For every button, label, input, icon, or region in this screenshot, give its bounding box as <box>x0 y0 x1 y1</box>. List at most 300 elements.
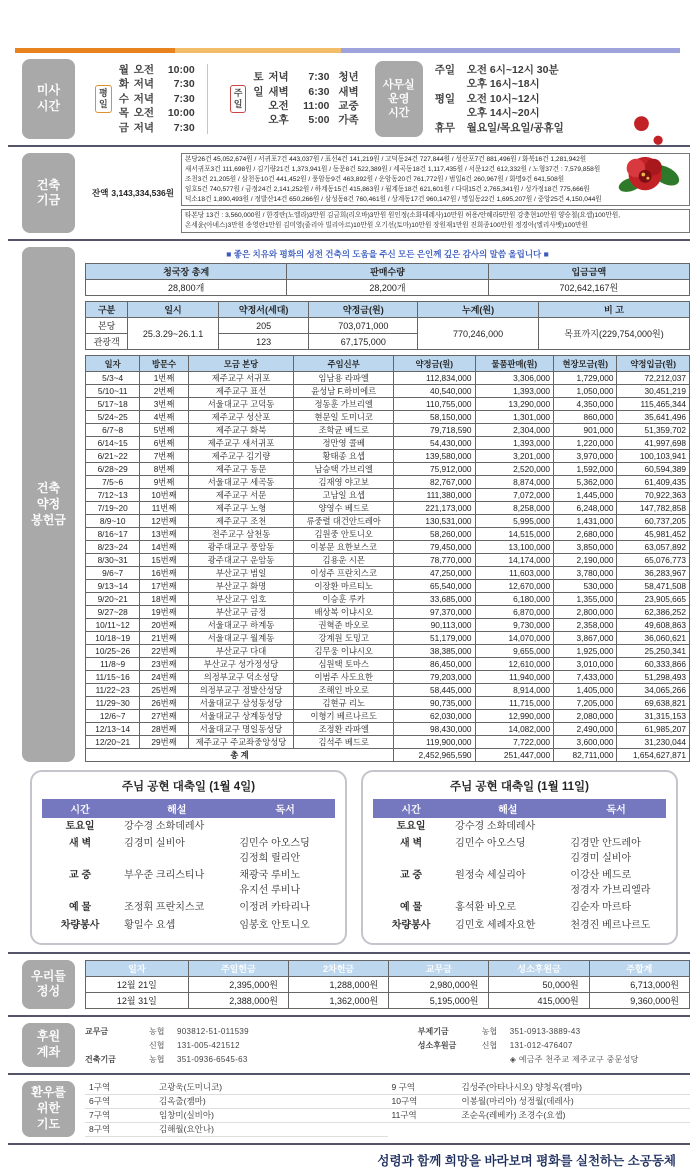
section-label-pledge-offerings <box>22 247 75 762</box>
column-header: 해설 <box>498 805 518 817</box>
epiphany-reader: 이정려 카타리나 <box>239 902 310 914</box>
donation-accounts-section <box>0 1020 700 1070</box>
table-cell: 1,431,000 <box>554 515 617 528</box>
table-cell: 90,113,000 <box>394 619 476 632</box>
table-cell: 서울대교구 월계동 <box>188 632 294 645</box>
account-row <box>85 1039 418 1053</box>
column-header: 주임신부 <box>294 356 394 372</box>
table-cell: 조해인 바오로 <box>294 684 394 697</box>
table-cell: 36,283,967 <box>617 567 690 580</box>
table-cell: 31,315,153 <box>617 710 690 723</box>
column-header: 청국장 총계 <box>86 264 287 280</box>
table-cell: 11,715,000 <box>475 697 554 710</box>
office-day-type <box>435 77 467 91</box>
table-cell: 770,246,000 <box>418 318 539 350</box>
account-row <box>418 1025 690 1039</box>
table-cell: 8/9~10 <box>86 515 140 528</box>
table-cell: 15번째 <box>140 554 188 567</box>
total-cell: 2,452,965,590 <box>394 749 476 762</box>
weekday-mass-group <box>95 63 195 135</box>
table-row <box>86 671 690 684</box>
mass-times-content <box>85 59 690 139</box>
table-cell: 16번째 <box>140 567 188 580</box>
table-row <box>86 318 690 334</box>
table-cell: 14,174,000 <box>475 554 554 567</box>
table-cell: 서울대교구 고덕동 <box>188 398 294 411</box>
table-cell: 9/6~7 <box>86 567 140 580</box>
label-line: 봉헌금 <box>31 512 66 527</box>
sunday-tag <box>230 85 247 113</box>
label-line: 미사 <box>36 83 61 98</box>
epiphany-time: 차량봉사 <box>391 919 431 931</box>
table-cell: 6,870,000 <box>475 606 554 619</box>
epiphany-reader: 채광국 루비노 <box>239 870 301 882</box>
epiphany-reader: 김경만 안드레아 <box>570 838 641 850</box>
table-cell: 2,395,000원 <box>188 976 288 992</box>
table-cell: 30,451,219 <box>617 385 690 398</box>
epiphany-time: 새 벽 <box>69 838 92 850</box>
table-cell: 1,405,000 <box>554 684 617 697</box>
table-cell: 서울대교구 삼성동성당 <box>188 697 294 710</box>
table-cell: 702,642,167원 <box>488 280 689 296</box>
table-cell: 윤성남 F.하비에르 <box>294 385 394 398</box>
epiphany-title: 주님 공현 대축일 (1월 4일) <box>121 781 256 794</box>
column-header: 일시 <box>128 302 219 318</box>
prayer-names: 고광욱(도미니코) <box>159 1082 223 1093</box>
table-cell: 10/25~26 <box>86 645 140 658</box>
table-cell: 8,258,000 <box>475 502 554 515</box>
section-divider <box>8 1015 690 1017</box>
office-hours: 월요일/목요일/공휴일 <box>466 121 564 134</box>
table-cell: 1,220,000 <box>554 437 617 450</box>
prayer-row <box>388 1081 691 1095</box>
account-bank: 농협 <box>149 1055 165 1065</box>
table-row <box>86 541 690 554</box>
table-cell: 5,195,000원 <box>389 992 489 1008</box>
table-cell: 제주교구 성산포 <box>188 411 294 424</box>
table-cell: 9/13~14 <box>86 580 140 593</box>
account-row <box>418 1053 690 1067</box>
pledge-content <box>85 247 690 762</box>
mass-part: 오전 <box>133 63 154 76</box>
account-number: 351-0936-6545-63 <box>177 1055 248 1065</box>
table-cell: 6/21~22 <box>86 450 140 463</box>
table-cell: 김용운 시몬 <box>294 554 394 567</box>
table-cell: 11/8~9 <box>86 658 140 671</box>
table-cell: 54,430,000 <box>394 437 476 450</box>
table-cell: 221,173,000 <box>394 502 476 515</box>
table-cell: 58,150,000 <box>394 411 476 424</box>
account-number: 131-005-421512 <box>177 1041 240 1051</box>
column-header: 현장모금(원) <box>554 356 617 372</box>
table-cell: 제주교구 주교좌중앙성당 <box>188 736 294 749</box>
sunday-mass-rows <box>253 70 358 128</box>
table-cell: 전주교구 삼천동 <box>188 528 294 541</box>
mass-day: 수 <box>118 92 129 105</box>
table-cell: 조학균 베드로 <box>294 424 394 437</box>
table-cell: 7,205,000 <box>554 697 617 710</box>
table-cell: 58,471,508 <box>617 580 690 593</box>
table-cell: 51,179,000 <box>394 632 476 645</box>
table-cell: 8,874,000 <box>475 476 554 489</box>
label-line: 기금 <box>36 193 61 208</box>
table-cell: 현문일 도미니코 <box>294 411 394 424</box>
prayer-right-column <box>388 1081 691 1137</box>
table-cell: 8/23~24 <box>86 541 140 554</box>
account-row <box>85 1053 418 1067</box>
column-header: 약정서(세대) <box>218 302 309 318</box>
epiphany-readers <box>235 820 335 835</box>
table-cell: 2,490,000 <box>554 723 617 736</box>
mass-name: 새벽 <box>338 85 359 98</box>
building-fund-section <box>0 150 700 236</box>
table-cell: 1,362,000원 <box>288 992 388 1008</box>
account-row <box>85 1025 418 1039</box>
table-header-row <box>86 960 690 976</box>
table-row <box>86 411 690 424</box>
label-line: 위한 <box>36 1100 61 1115</box>
mass-time-row <box>253 70 358 84</box>
epiphany-reader: 김경미 실비아 <box>570 852 632 864</box>
mass-time-row <box>119 92 195 106</box>
table-cell: 20번째 <box>140 619 188 632</box>
table-cell: 6/7~8 <box>86 424 140 437</box>
table-row <box>86 450 690 463</box>
table-cell: 13,290,000 <box>475 398 554 411</box>
table-cell: 김석주 베드로 <box>294 736 394 749</box>
mass-day: 화 <box>118 78 129 91</box>
account-bank: 신협 <box>149 1041 165 1051</box>
pledge-summary-table <box>85 301 690 350</box>
table-cell: 이형기 베르나르도 <box>294 710 394 723</box>
epiphany-time: 교 중 <box>400 870 423 882</box>
total-label: 총 계 <box>86 749 394 762</box>
table-cell: 47,250,000 <box>394 567 476 580</box>
table-cell: 9,730,000 <box>475 619 554 632</box>
table-cell: 9/20~21 <box>86 593 140 606</box>
table-cell: 제주교구 새서귀포 <box>188 437 294 450</box>
prayer-names: 김성주(아타나시오) 양청옥(젬마) <box>461 1082 582 1093</box>
mass-time-row <box>253 113 358 127</box>
office-day-type: 휴무 <box>434 121 455 134</box>
table-cell: 조정환 라파엘 <box>294 723 394 736</box>
prayer-row <box>388 1109 691 1123</box>
epiphany-commentator: 홍석환 바오로 <box>455 902 516 914</box>
prayer-names: 김해월(요안나) <box>159 1124 214 1135</box>
table-row <box>86 502 690 515</box>
table-cell: 415,000원 <box>489 992 589 1008</box>
table-cell: 김무웅 이냐시오 <box>294 645 394 658</box>
table-cell: 35,641,496 <box>617 411 690 424</box>
table-cell: 남승택 가브리엘 <box>294 463 394 476</box>
account-number: 131-012-476407 <box>509 1041 573 1051</box>
table-cell: 2,304,000 <box>475 424 554 437</box>
prayer-zone: 9 구역 <box>391 1082 416 1093</box>
table-cell: 12,670,000 <box>475 580 554 593</box>
table-cell: 심원택 토마스 <box>294 658 394 671</box>
table-cell: 제주교구 표선 <box>188 385 294 398</box>
mass-part: 오전 <box>268 100 289 112</box>
mass-part: 저녁 <box>268 71 289 84</box>
table-cell: 3,010,000 <box>554 658 617 671</box>
accounts-right-column <box>418 1025 690 1067</box>
table-cell: 3,780,000 <box>554 567 617 580</box>
table-total-row <box>86 749 690 762</box>
column-header: 시간 <box>401 805 421 817</box>
mass-day: 금 <box>118 121 129 134</box>
table-cell: 부산교구 임호 <box>188 593 294 606</box>
table-cell: 60,333,866 <box>617 658 690 671</box>
table-header-row <box>86 356 690 372</box>
epiphany-time: 토요일 <box>396 820 426 832</box>
table-cell: 류중렬 대건안드레아 <box>294 515 394 528</box>
table-cell: 18번째 <box>140 593 188 606</box>
table-cell: 3번째 <box>140 398 188 411</box>
table-cell: 65,540,000 <box>394 580 476 593</box>
table-cell: 27번째 <box>140 710 188 723</box>
table-cell: 28,200개 <box>287 280 488 296</box>
table-cell: 김현규 리노 <box>294 697 394 710</box>
table-row <box>86 385 690 398</box>
epiphany-schedule-area <box>0 765 700 949</box>
table-cell: 110,755,000 <box>394 398 476 411</box>
label-line: 건축 <box>36 481 61 496</box>
table-cell: 115,465,344 <box>617 398 690 411</box>
prayer-row <box>388 1095 691 1109</box>
table-cell: 22번째 <box>140 645 188 658</box>
prayer-left-column <box>85 1081 388 1137</box>
table-cell: 6,180,000 <box>475 593 554 606</box>
table-cell: 제주교구 동문 <box>188 463 294 476</box>
column-header: 일자 <box>86 960 189 976</box>
column-header: 판매수량 <box>287 264 488 280</box>
mass-part: 새벽 <box>268 85 289 98</box>
table-row <box>86 710 690 723</box>
column-header: 성소후원금 <box>489 960 589 976</box>
table-cell: 72,212,037 <box>617 372 690 385</box>
table-cell: 82,767,000 <box>394 476 476 489</box>
table-cell: 양영수 베드로 <box>294 502 394 515</box>
epiphany-commentator: 황일수 요셉 <box>124 919 176 931</box>
table-cell: 부산교구 다대 <box>188 645 294 658</box>
table-cell: 배상복 이냐시오 <box>294 606 394 619</box>
table-cell: 50,000원 <box>489 976 589 992</box>
label-line: 우리들 <box>31 968 66 983</box>
prayer-row <box>85 1081 388 1095</box>
fund-balance-value: 3,143,334,536원 <box>111 188 174 199</box>
epiphany-readers <box>566 901 666 916</box>
epiphany-reader: 김순자 마르타 <box>570 902 632 914</box>
table-cell: 67,175,000 <box>309 334 418 350</box>
table-cell: 5/24~25 <box>86 411 140 424</box>
account-number: 351-0913-3889-43 <box>509 1027 581 1037</box>
table-cell: 98,430,000 <box>394 723 476 736</box>
epiphany-row <box>373 917 666 935</box>
mass-time: 7:30 <box>173 78 195 91</box>
table-cell: 51,298,493 <box>617 671 690 684</box>
column-header: 방문수 <box>140 356 188 372</box>
fund-parish-line: 임호5건 740,577원 / 금정24건 2,141,252원 / 하계동15건 415,863원 / 월계동18건 621,601원 / 다대15건 2,765,341원 / 성가정18건 775,666원 <box>185 185 590 193</box>
table-cell: 78,770,000 <box>394 554 476 567</box>
mass-day: 목 <box>118 107 129 120</box>
table-header-row <box>86 302 690 318</box>
column-header: 모금 본당 <box>188 356 294 372</box>
table-cell: 14,515,000 <box>475 528 554 541</box>
table-cell: 119,900,000 <box>394 736 476 749</box>
table-cell: 10번째 <box>140 489 188 502</box>
table-cell: 51,359,702 <box>617 424 690 437</box>
column-header: 2차헌금 <box>288 960 388 976</box>
mass-time: 11:00 <box>303 100 330 112</box>
fund-parish-line: 본당26건 45,052,674원 / 서귀포7건 443,037원 / 표선4건 141,219원 / 고덕동24건 727,844원 / 성산포7건 881,496원 / 화북16건 1,281,942원 <box>185 156 587 163</box>
section-label-office-hours <box>375 61 423 137</box>
table-cell: 이승훈 루카 <box>294 593 394 606</box>
weekly-offerings-section <box>0 957 700 1012</box>
epiphany-time: 토요일 <box>65 820 95 832</box>
table-cell: 13번째 <box>140 528 188 541</box>
table-cell: 49,608,863 <box>617 619 690 632</box>
epiphany-reader: 이강산 베드로 <box>570 870 632 882</box>
accounts-content <box>85 1023 690 1067</box>
table-cell: 13,100,000 <box>475 541 554 554</box>
table-cell: 63,057,892 <box>617 541 690 554</box>
epiphany-row <box>373 868 666 900</box>
table-cell: 14,070,000 <box>475 632 554 645</box>
table-cell: 제주교구 조천 <box>188 515 294 528</box>
column-header: 독서 <box>275 805 295 817</box>
table-cell: 김재영 야고보 <box>294 476 394 489</box>
epiphany-readers <box>566 869 666 898</box>
epiphany-commentator: 김민호 세례자요한 <box>455 919 536 931</box>
table-cell: 본당 <box>86 318 128 334</box>
mass-day <box>253 99 268 113</box>
prayer-for-sick-section <box>0 1078 700 1140</box>
prayer-names: 임창미(실비아) <box>159 1110 214 1121</box>
table-cell: 5,362,000 <box>554 476 617 489</box>
table-cell: 65,076,773 <box>617 554 690 567</box>
section-divider <box>8 952 690 954</box>
thanks-note: ■ 좋은 치유와 평화의 성전 건축의 도움을 주신 모든 은인께 깊은 감사의 말씀 올립니다 ■ <box>226 249 549 260</box>
table-cell: 7,722,000 <box>475 736 554 749</box>
prayer-zone: 7구역 <box>89 1110 111 1121</box>
epiphany-commentator: 조정휘 프란치스코 <box>124 902 205 914</box>
table-cell: 12번째 <box>140 515 188 528</box>
label-line: 계좌 <box>36 1044 61 1059</box>
cheonggukjang-table <box>85 263 690 296</box>
accounts-left-column <box>85 1025 418 1067</box>
table-cell: 3,850,000 <box>554 541 617 554</box>
epiphany-box-jan4 <box>30 770 347 945</box>
table-cell: 1,925,000 <box>554 645 617 658</box>
prayer-zone: 6구역 <box>89 1096 111 1107</box>
prayer-zone: 11구역 <box>391 1110 417 1121</box>
prayer-zone: 8구역 <box>89 1124 111 1135</box>
vertical-divider <box>207 64 208 134</box>
epiphany-time: 교 중 <box>69 870 92 882</box>
table-cell: 5/17~18 <box>86 398 140 411</box>
pledge-table-body <box>86 372 690 749</box>
table-cell: 75,912,000 <box>394 463 476 476</box>
epiphany-row <box>373 818 666 836</box>
table-cell: 69,638,821 <box>617 697 690 710</box>
epiphany-reader: 천경진 베르나르도 <box>570 919 651 931</box>
table-cell: 고남일 요셉 <box>294 489 394 502</box>
table-cell: 112,834,000 <box>394 372 476 385</box>
epiphany-readers <box>566 919 666 934</box>
office-hours: 오후 16시~18시 <box>466 78 540 91</box>
mass-time: 7:30 <box>308 71 330 84</box>
table-row <box>86 658 690 671</box>
table-cell: 김원중 안토니오 <box>294 528 394 541</box>
account-name: 교무금 <box>85 1027 109 1037</box>
fund-parish-line: 새서귀포3건 111,698원 / 김기량21건 1,373,941원 / 동문8건 522,389원 / 세곡동18건 1,117,435원 / 서문12건 612,332원 / 노형37건 : 7,579,858원 <box>185 165 601 173</box>
tag-char: 일 <box>233 99 243 109</box>
table-cell: 1,592,000 <box>554 463 617 476</box>
epiphany-rows <box>42 818 335 935</box>
table-cell: 2,520,000 <box>475 463 554 476</box>
table-cell: 25.3.29~26.1.1 <box>128 318 219 350</box>
section-divider <box>8 145 690 147</box>
mass-part: 저녁 <box>133 78 154 91</box>
label-line: 정성 <box>36 984 61 999</box>
table-cell: 서울대교구 명일동성당 <box>188 723 294 736</box>
table-row <box>86 619 690 632</box>
prayer-row <box>85 1123 388 1137</box>
epiphany-commentator: 김경미 실비아 <box>124 838 185 850</box>
table-cell: 28번째 <box>140 723 188 736</box>
table-cell: 12월 21일 <box>86 976 189 992</box>
table-row <box>86 476 690 489</box>
office-hours-row <box>435 106 564 120</box>
table-cell: 2,080,000 <box>554 710 617 723</box>
account-bank: 신협 <box>481 1041 498 1051</box>
table-cell: 45,981,452 <box>617 528 690 541</box>
mass-time-row <box>253 85 358 99</box>
table-cell: 79,718,590 <box>394 424 476 437</box>
table-cell: 이장환 마르티노 <box>294 580 394 593</box>
mass-part: 저녁 <box>133 92 154 105</box>
table-cell: 17번째 <box>140 580 188 593</box>
table-cell: 62,030,000 <box>394 710 476 723</box>
fund-other-box <box>181 209 690 233</box>
epiphany-row <box>42 818 335 836</box>
table-cell: 부산교구 성가정성당 <box>188 658 294 671</box>
table-cell: 3,970,000 <box>554 450 617 463</box>
table-row <box>86 372 690 385</box>
mass-time-row <box>119 106 195 120</box>
table-cell: 41,997,698 <box>617 437 690 450</box>
column-header: 물품판매(원) <box>475 356 554 372</box>
prayer-zone: 1구역 <box>89 1082 111 1093</box>
table-cell: 8/16~17 <box>86 528 140 541</box>
camellia-flower-illustration <box>610 114 684 198</box>
table-cell: 정만영 콜베 <box>294 437 394 450</box>
account-bank: 농협 <box>481 1027 498 1037</box>
mass-part: 오후 <box>268 114 289 127</box>
table-cell: 33,685,000 <box>394 593 476 606</box>
epiphany-commentator: 부우준 크리스티나 <box>124 870 205 882</box>
table-row <box>86 723 690 736</box>
mass-day <box>253 113 268 127</box>
table-row <box>86 489 690 502</box>
table-cell: 7/19~20 <box>86 502 140 515</box>
table-cell: 23,905,665 <box>617 593 690 606</box>
section-divider <box>8 1073 690 1075</box>
table-cell: 123 <box>218 334 309 350</box>
table-cell: 1,288,000원 <box>288 976 388 992</box>
section-label-prayer <box>22 1081 75 1137</box>
table-cell: 111,380,000 <box>394 489 476 502</box>
